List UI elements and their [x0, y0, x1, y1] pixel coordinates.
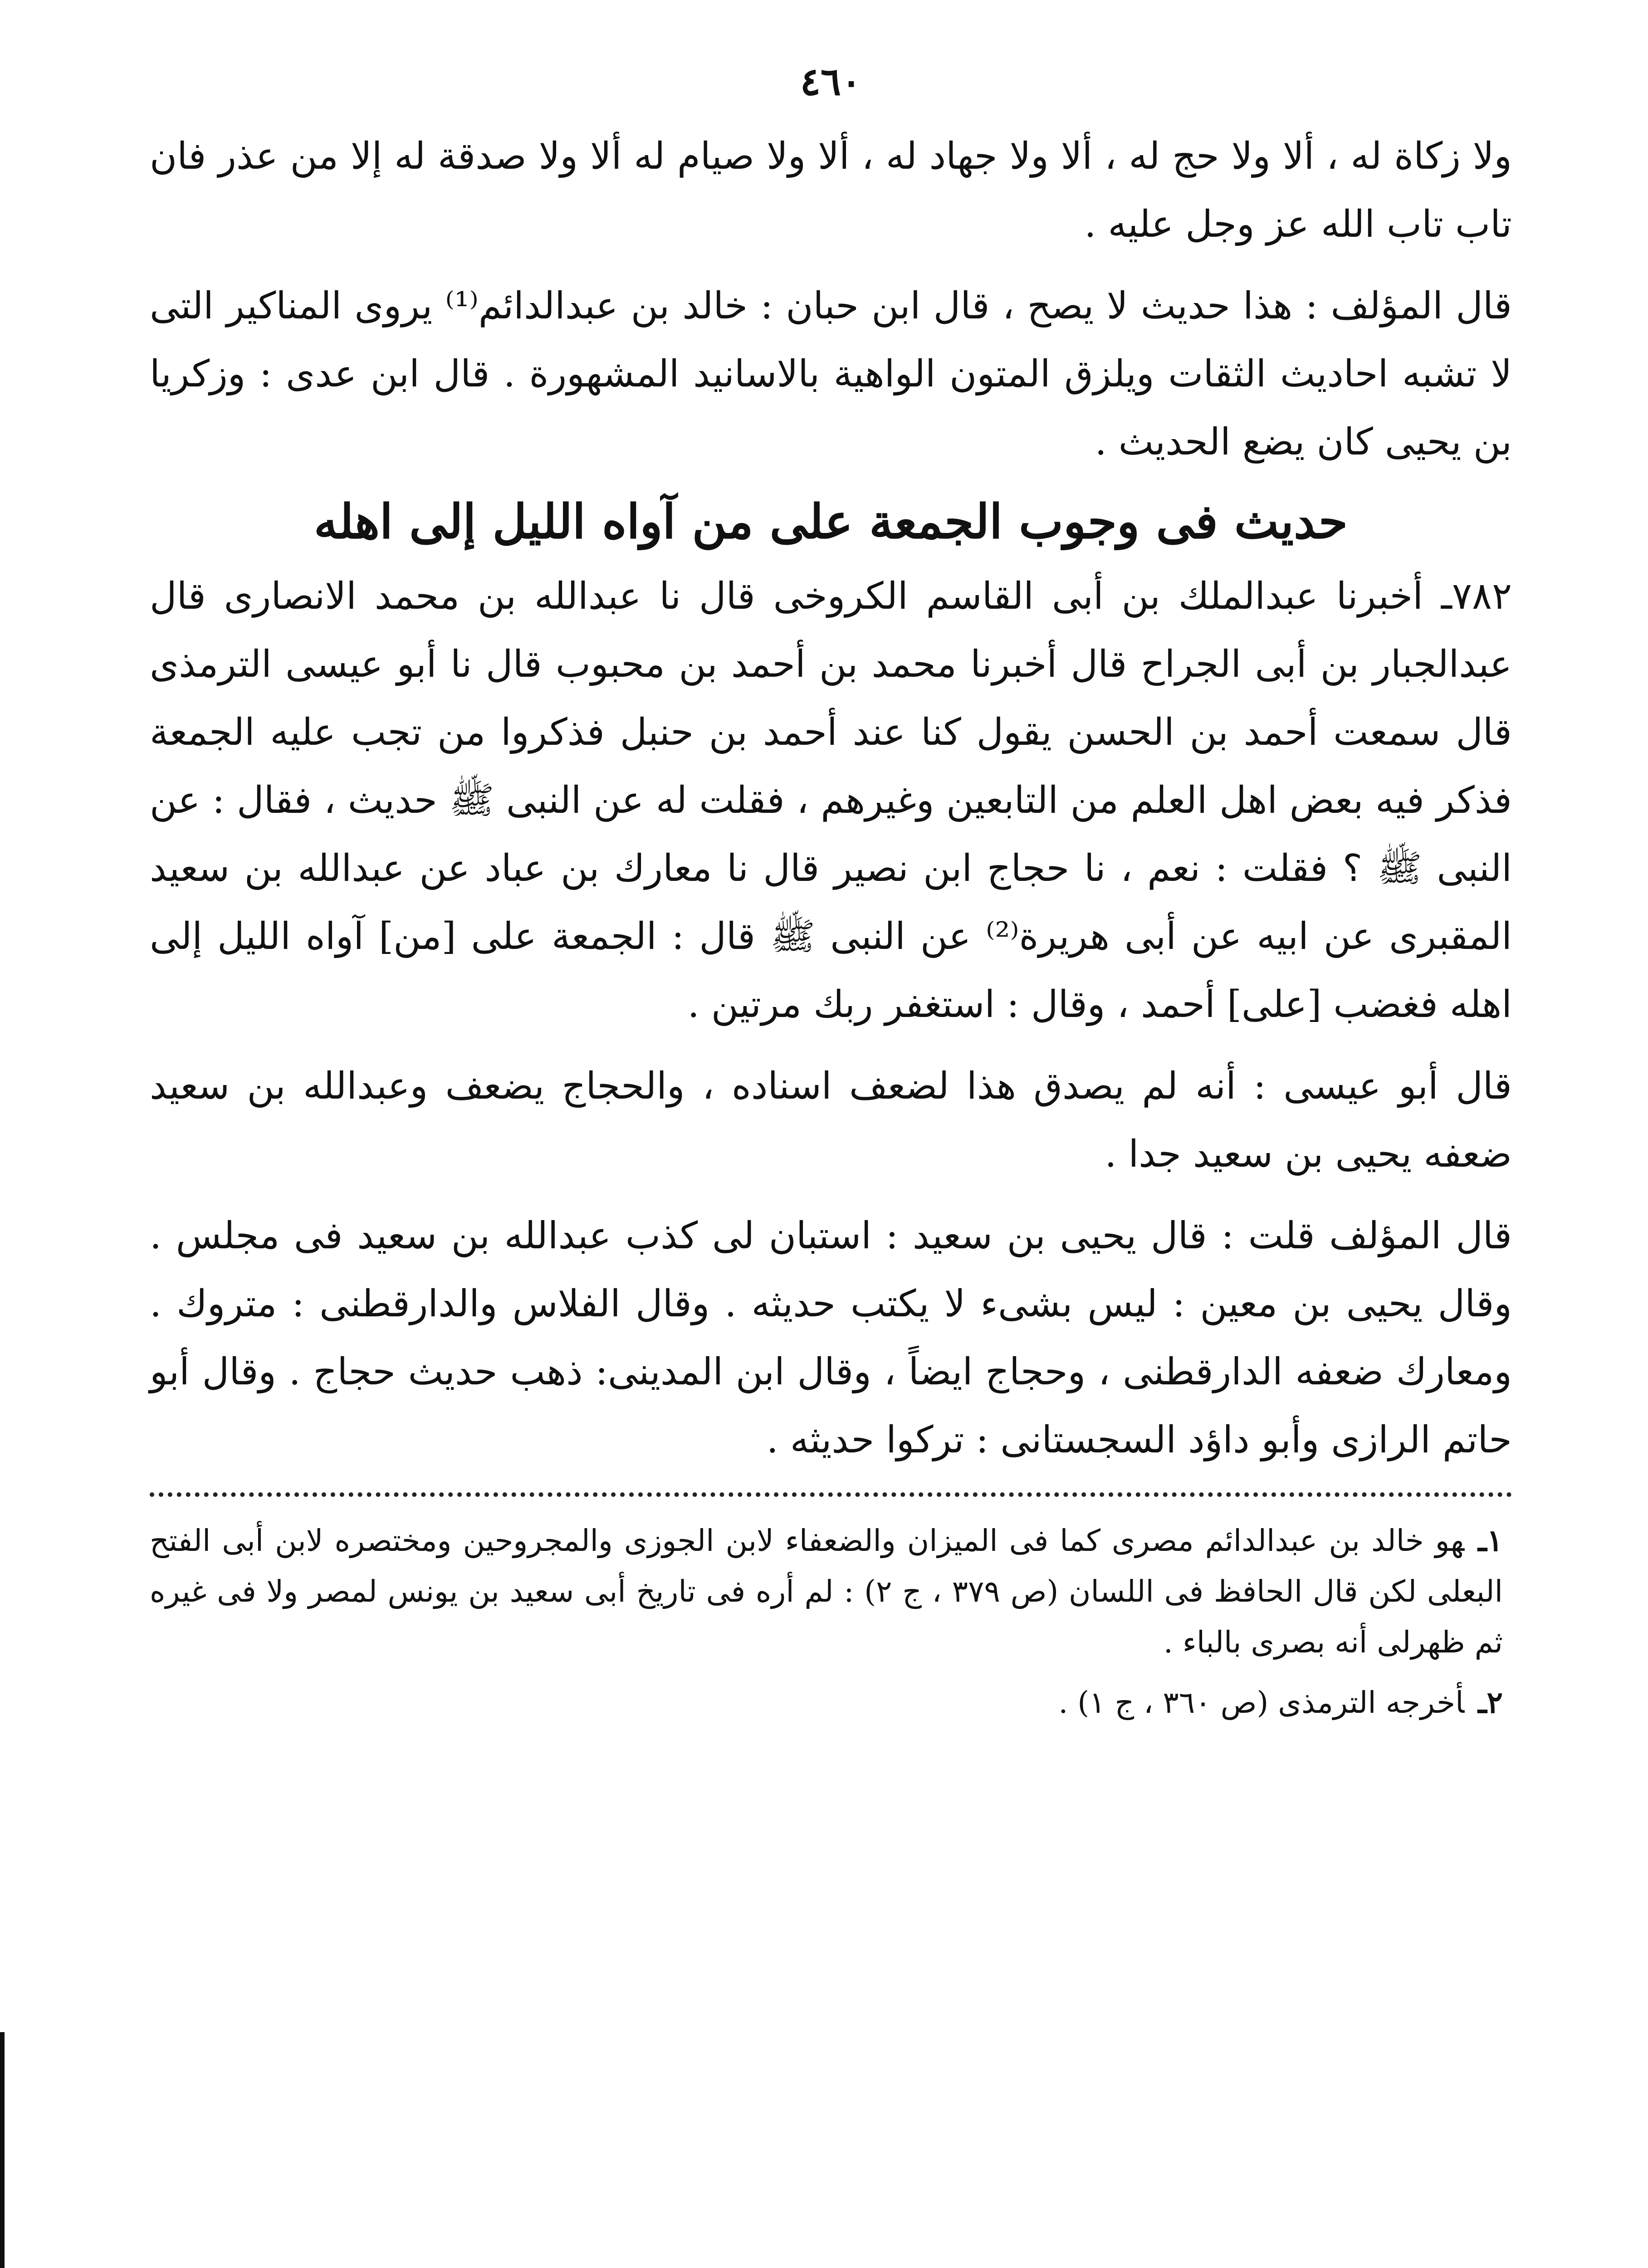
footnote-text: أخرجه الترمذى (ص ٣٦٠ ، ج ١) .	[1058, 1685, 1465, 1720]
page-number: ٤٦٠	[800, 59, 862, 104]
paragraph-hadith-continuation: ولا زكاة له ، ألا ولا حج له ، ألا ولا جهاد له ، ألا ولا صيام له ألا ولا صدقة له إلا من عذر فان تاب تاب الله عز وجل عليه .	[150, 135, 1512, 246]
paragraph-author-comment: قال المؤلف : هذا حديث لا يصح ، قال ابن حبان : خالد بن عبدالدائم⁽¹⁾ يروى المناكير التى لا تشبه احاديث الثقات ويلزق المتون الواهية بالاسانيد المشهورة . قال ابن عدى : وزكريا بن يحيى كان يضع الحديث .	[150, 284, 1512, 464]
section-heading: حديث فى وجوب الجمعة على من آواه الليل إلى اهله	[313, 494, 1348, 549]
footnote-divider	[150, 1492, 1512, 1497]
footnote-1	[150, 1515, 1512, 1668]
footnote-text: هو خالد بن عبدالدائم مصرى كما فى الميزان والضعفاء لابن الجوزى والمجروحين ومختصره لابن أبى الفتح البعلى لكن قال الحافظ فى اللسان (ص ٣٧٩ ، ج ٢) : لم أره فى تاريخ أبى سعيد بن يونس لمصر ولا فى غيره ثم ظهرلى أنه بصرى بالباء .	[150, 1523, 1503, 1660]
footnote-number: ١ـ	[1478, 1523, 1503, 1558]
footnote-2	[150, 1677, 1512, 1728]
paragraph-author-note: قال المؤلف قلت : قال يحيى بن سعيد : استبان لى كذب عبدالله بن سعيد فى مجلس . وقال يحيى بن معين : ليس بشىء لا يكتب حديثه . وقال الفلاس والدارقطنى : متروك . ومعارك ضعفه الدارقطنى ، وحجاج ايضاً ، وقال ابن المدينى: ذهب حديث حجاج . وقال أبو حاتم الرازى وأبو داؤد السجستانى : تركوا حديثه .	[150, 1214, 1512, 1461]
paragraph-abu-isa-comment: قال أبو عيسى : أنه لم يصدق هذا لضعف اسناده ، والحجاج يضعف وعبدالله بن سعيد ضعفه يحيى بن سعيد جدا .	[150, 1065, 1512, 1176]
paragraph-hadith-782: ٧٨٢ـ أخبرنا عبدالملك بن أبى القاسم الكروخى قال نا عبدالله بن محمد الانصارى قال عبدالجبار بن أبى الجراح قال أخبرنا محمد بن أحمد بن محبوب قال نا أبو عيسى الترمذى قال سمعت أحمد بن الحسن يقول كنا عند أحمد بن حنبل فذكروا من تجب عليه الجمعة فذكر فيه بعض اهل العلم من التابعين وغيرهم ، فقلت له عن النبى ﷺ حديث ، فقال : عن النبى ﷺ ؟ فقلت : نعم ، نا حجاج ابن نصير قال نا معارك بن عباد عن عبدالله بن سعيد المقبرى عن ابيه عن أبى هريرة⁽²⁾ عن النبى ﷺ قال : الجمعة على [من] آواه الليل إلى اهله فغضب [على] أحمد ، وقال : استغفر ربك مرتين .	[150, 575, 1512, 1026]
scan-edge-line	[0, 2032, 5, 2268]
footnote-number: ٢ـ	[1478, 1685, 1503, 1720]
